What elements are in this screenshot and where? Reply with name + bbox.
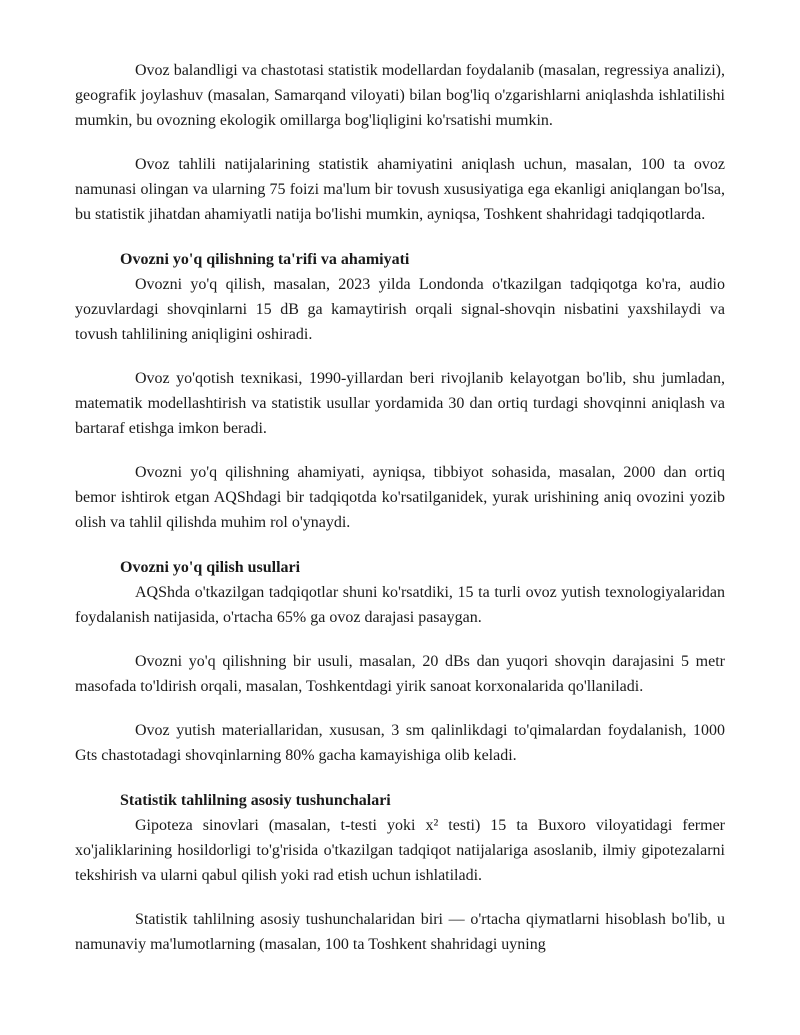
paragraph-bir-usuli: Ovozni yo'q qilishning bir usuli, masalan, 20 dBs dan yuqori shovqin darajasini 5 metr masofada to'ldirish orqali, masalan, Toshkentdagi yirik sanoat korxonalarida qo'llaniladi. <box>75 653 725 695</box>
paragraph-ahamiyati-tibbiyot: Ovozni yo'q qilishning ahamiyati, ayniqsa, tibbiyot sohasida, masalan, 2000 dan ortiq bemor ishtirok etgan AQShdagi bir tadqiqotda ko'rsatilganidek, yurak urishining aniq ovozini yozib olish va tahlil qilishda muhim rol o'ynaydi. <box>75 464 725 531</box>
section-heading-ovozni-yoq-qilish-tarifi: Ovozni yo'q qilishning ta'rifi va ahamiyati <box>120 251 410 268</box>
paragraph-ovoz-yutish-materiallari: Ovoz yutish materiallaridan, xususan, 3 sm qalinlikdagi to'qimalardan foydalanish, 1000 Gts chastotadagi shovqinlarning 80% gacha kamayishiga olib keladi. <box>75 722 725 764</box>
paragraph-ovoz-tahlili: Ovoz tahlili natijalarining statistik ahamiyatini aniqlash uchun, masalan, 100 ta ovoz namunasi olingan va ularning 75 foizi ma'lum bir tovush xususiyatiga ega ekanligi aniqlangan bo'lsa, bu statistik jihatdan ahamiyatli natija bo'lishi mumkin, ayniqsa, Toshkent shahridagi tadqiqotlarda. <box>75 156 725 223</box>
section-heading-usullari: Ovozni yo'q qilish usullari <box>120 559 301 576</box>
document-page <box>75 58 725 976</box>
paragraph-ovoz-yoqotish-texnikasi: Ovoz yo'qotish texnikasi, 1990-yillardan beri rivojlanib kelayotgan bo'lib, shu jumladan, matematik modellashtirish va statistik usullar yordamida 30 dan ortiq turdagi shovqinni aniqlash va bartaraf etishga imkon beradi. <box>75 370 725 437</box>
paragraph-ovoz-balandligi: Ovoz balandligi va chastotasi statistik modellardan foydalanib (masalan, regressiya analizi), geografik joylashuv (masalan, Samarqand viloyati) bilan bog'liq o'zgarishlarni aniqlashda ishlatilishi mumkin, bu ovozning ekologik omillarga bog'liqligini ko'rsatishi mumkin. <box>75 62 725 129</box>
paragraph-ortacha-qiymatlar: Statistik tahlilning asosiy tushunchalaridan biri — o'rtacha qiymatlarni hisoblash bo'lib, u namunaviy ma'lumotlarning (masalan, 100 ta Toshkent shahridagi uyning <box>75 911 725 953</box>
paragraph-ovozni-yoq-qilish: Ovozni yo'q qilish, masalan, 2023 yilda Londonda o'tkazilgan tadqiqotga ko'ra, audio yozuvlardagi shovqinlarni 15 dB ga kamaytirish orqali signal-shovqin nisbatini yaxshilaydi va tovush tahlilining aniqligini oshiradi. <box>75 276 725 343</box>
paragraph-aqsh-tadqiqotlari: AQShda o'tkazilgan tadqiqotlar shuni ko'rsatdiki, 15 ta turli ovoz yutish texnologiyalaridan foydalanish natijasida, o'rtacha 65% ga ovoz darajasi pasaygan. <box>75 584 725 626</box>
paragraph-gipoteza-sinovlari: Gipoteza sinovlari (masalan, t-testi yoki x² testi) 15 ta Buxoro viloyatidagi fermer xo'jaliklarining hosildorligi to'g'risida o'tkazilgan tadqiqot natijalariga asoslanib, ilmiy gipotezalarni tekshirish va ularni qabul qilish yoki rad etish uchun ishlatiladi. <box>75 817 725 884</box>
section-heading-statistik-tahlil: Statistik tahlilning asosiy tushunchalari <box>120 792 391 809</box>
